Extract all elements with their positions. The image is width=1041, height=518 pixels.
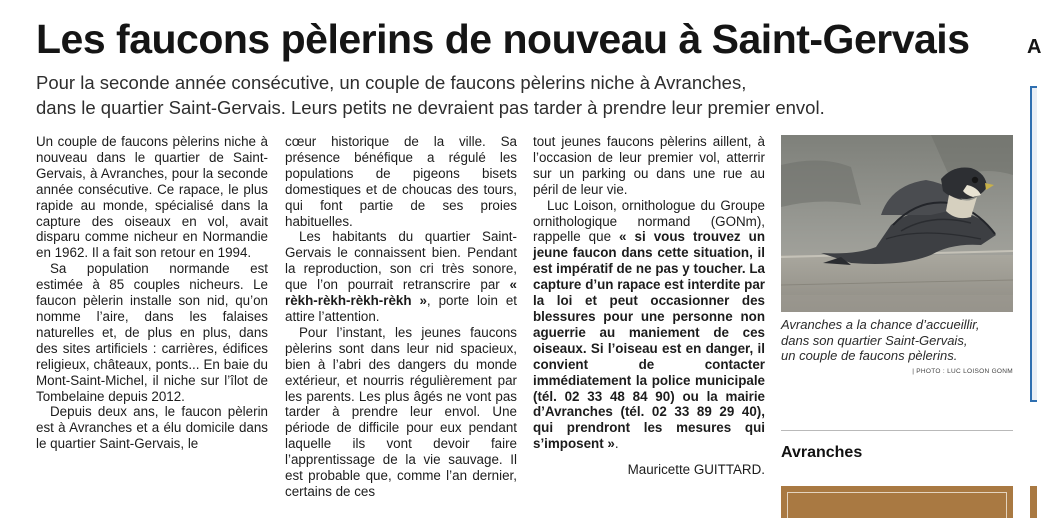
article-column-1 [36, 134, 268, 452]
caption-line: un couple de faucons pèlerins. [781, 348, 958, 363]
caption-line: dans son quartier Saint-Gervais, [781, 332, 968, 348]
falcon-photo [781, 135, 1013, 312]
paragraph: cœur historique de la ville. Sa présence bénéfique a régulé les populations de pigeons bisets domestiques et de choucas des tours, qui font partie de ses proies habituelles. [285, 134, 517, 229]
advertisement-frame [787, 492, 1007, 518]
adjacent-article-frame [1030, 86, 1037, 402]
falcon-photo-image [781, 135, 1013, 312]
adjacent-advertisement [1030, 486, 1037, 518]
paragraph: Un couple de faucons pèlerins niche à nouveau dans le quartier de Saint-Gervais, à Avranches, pour la seconde année consécutive. Ce rapace, le plus rapide au monde, spécialisé dans la capture des oiseaux en vol, avait disparu comme nicheur en Normandie en 1962. Il a fait son retour en 1994. [36, 134, 268, 261]
bird-call-quote: « rèkh-rèkh-rèkh-rèkh » [285, 277, 517, 309]
article-headline: Les faucons pèlerins de nouveau à Saint-Gervais [36, 16, 970, 62]
advertisement-box [781, 486, 1013, 518]
paragraph: tout jeunes faucons pèlerins aillent, à l’occasion de leur premier vol, atterrir sur un parking ou dans une rue au péril de leur vie. [533, 134, 765, 197]
caption-line: Avranches a la chance d’accueillir, [781, 317, 980, 332]
article-column-3 [533, 134, 765, 452]
paragraph: Depuis deux ans, le faucon pèlerin est à Avranches et a élu domicile dans le quartier Saint-Gervais, le [36, 404, 268, 452]
section-title: Avranches [781, 444, 863, 461]
paragraph [285, 229, 517, 324]
paragraph [533, 198, 765, 453]
lead-line-1: Pour la seconde année consécutive, un couple de faucons pèlerins niche à Avranches, [36, 72, 747, 93]
paragraph-text: Luc Loison, ornithologue du Groupe ornithologique normand (GONm), rappelle que [533, 197, 765, 245]
paragraph-text: , porte loin et attire l’attention. [285, 293, 518, 324]
article-column-2 [285, 134, 517, 500]
expert-quote: « si vous trouvez un jeune faucon dans cette situation, il est impératif de ne pas y toucher. La capture d’un rapace est interdite par la loi et peut occasionner des blessures pour une personne non aguerrie au maniement de ces oiseaux. Si l’oiseau est en danger, il convient de contacter immédiatement la police municipale (tél. 02 33 48 84 90) ou la mairie d’Avranches (tél. 02 33 89 29 40), qui prendront les mesures qui s’imposent » [533, 229, 765, 452]
photo-credit: | PHOTO : LUC LOISON GONM [912, 368, 1013, 375]
adjacent-headline-letter: A [1027, 36, 1041, 58]
paragraph: Pour l’instant, les jeunes faucons pèlerins sont dans leur nid spacieux, bien à l’abri des dangers du monde extérieur, et nourris régulièrement par les parents. Les plus âgés ne vont pas tarder à prendre leur envol. Une période de difficile pour eux pendant laquelle ils vont devoir faire l’apprentissage de la vie sauvage. Il est probable que, comme l’an dernier, certains de ces [285, 324, 517, 499]
section-divider [781, 430, 1013, 431]
paragraph: Sa population normande est estimée à 85 couples nicheurs. Le faucon pèlerin installe son nid, qu’on nomme l’aire, dans les falaises naturelles et, de plus en plus, dans des sites artificiels : carrières, édifices religieux, châteaux, ponts... En baie du Mont-Saint-Michel, il niche sur l’îlot de Tombelaine depuis 2012. [36, 261, 268, 404]
adjacent-article-inner [1032, 88, 1037, 400]
paragraph-text: Les habitants du quartier Saint-Gervais le connaissent bien. Pendant la reproduction, son cri très sonore, que l’on pourrait retranscrire par [285, 229, 517, 293]
photo-caption [781, 317, 1013, 364]
lead-line-2: dans le quartier Saint-Gervais. Leurs petits ne devraient pas tarder à prendre leur premier envol. [36, 97, 825, 118]
article-lead [36, 70, 896, 120]
paragraph-text: . [614, 436, 619, 452]
author-signature: Mauricette GUITTARD. [627, 462, 765, 477]
